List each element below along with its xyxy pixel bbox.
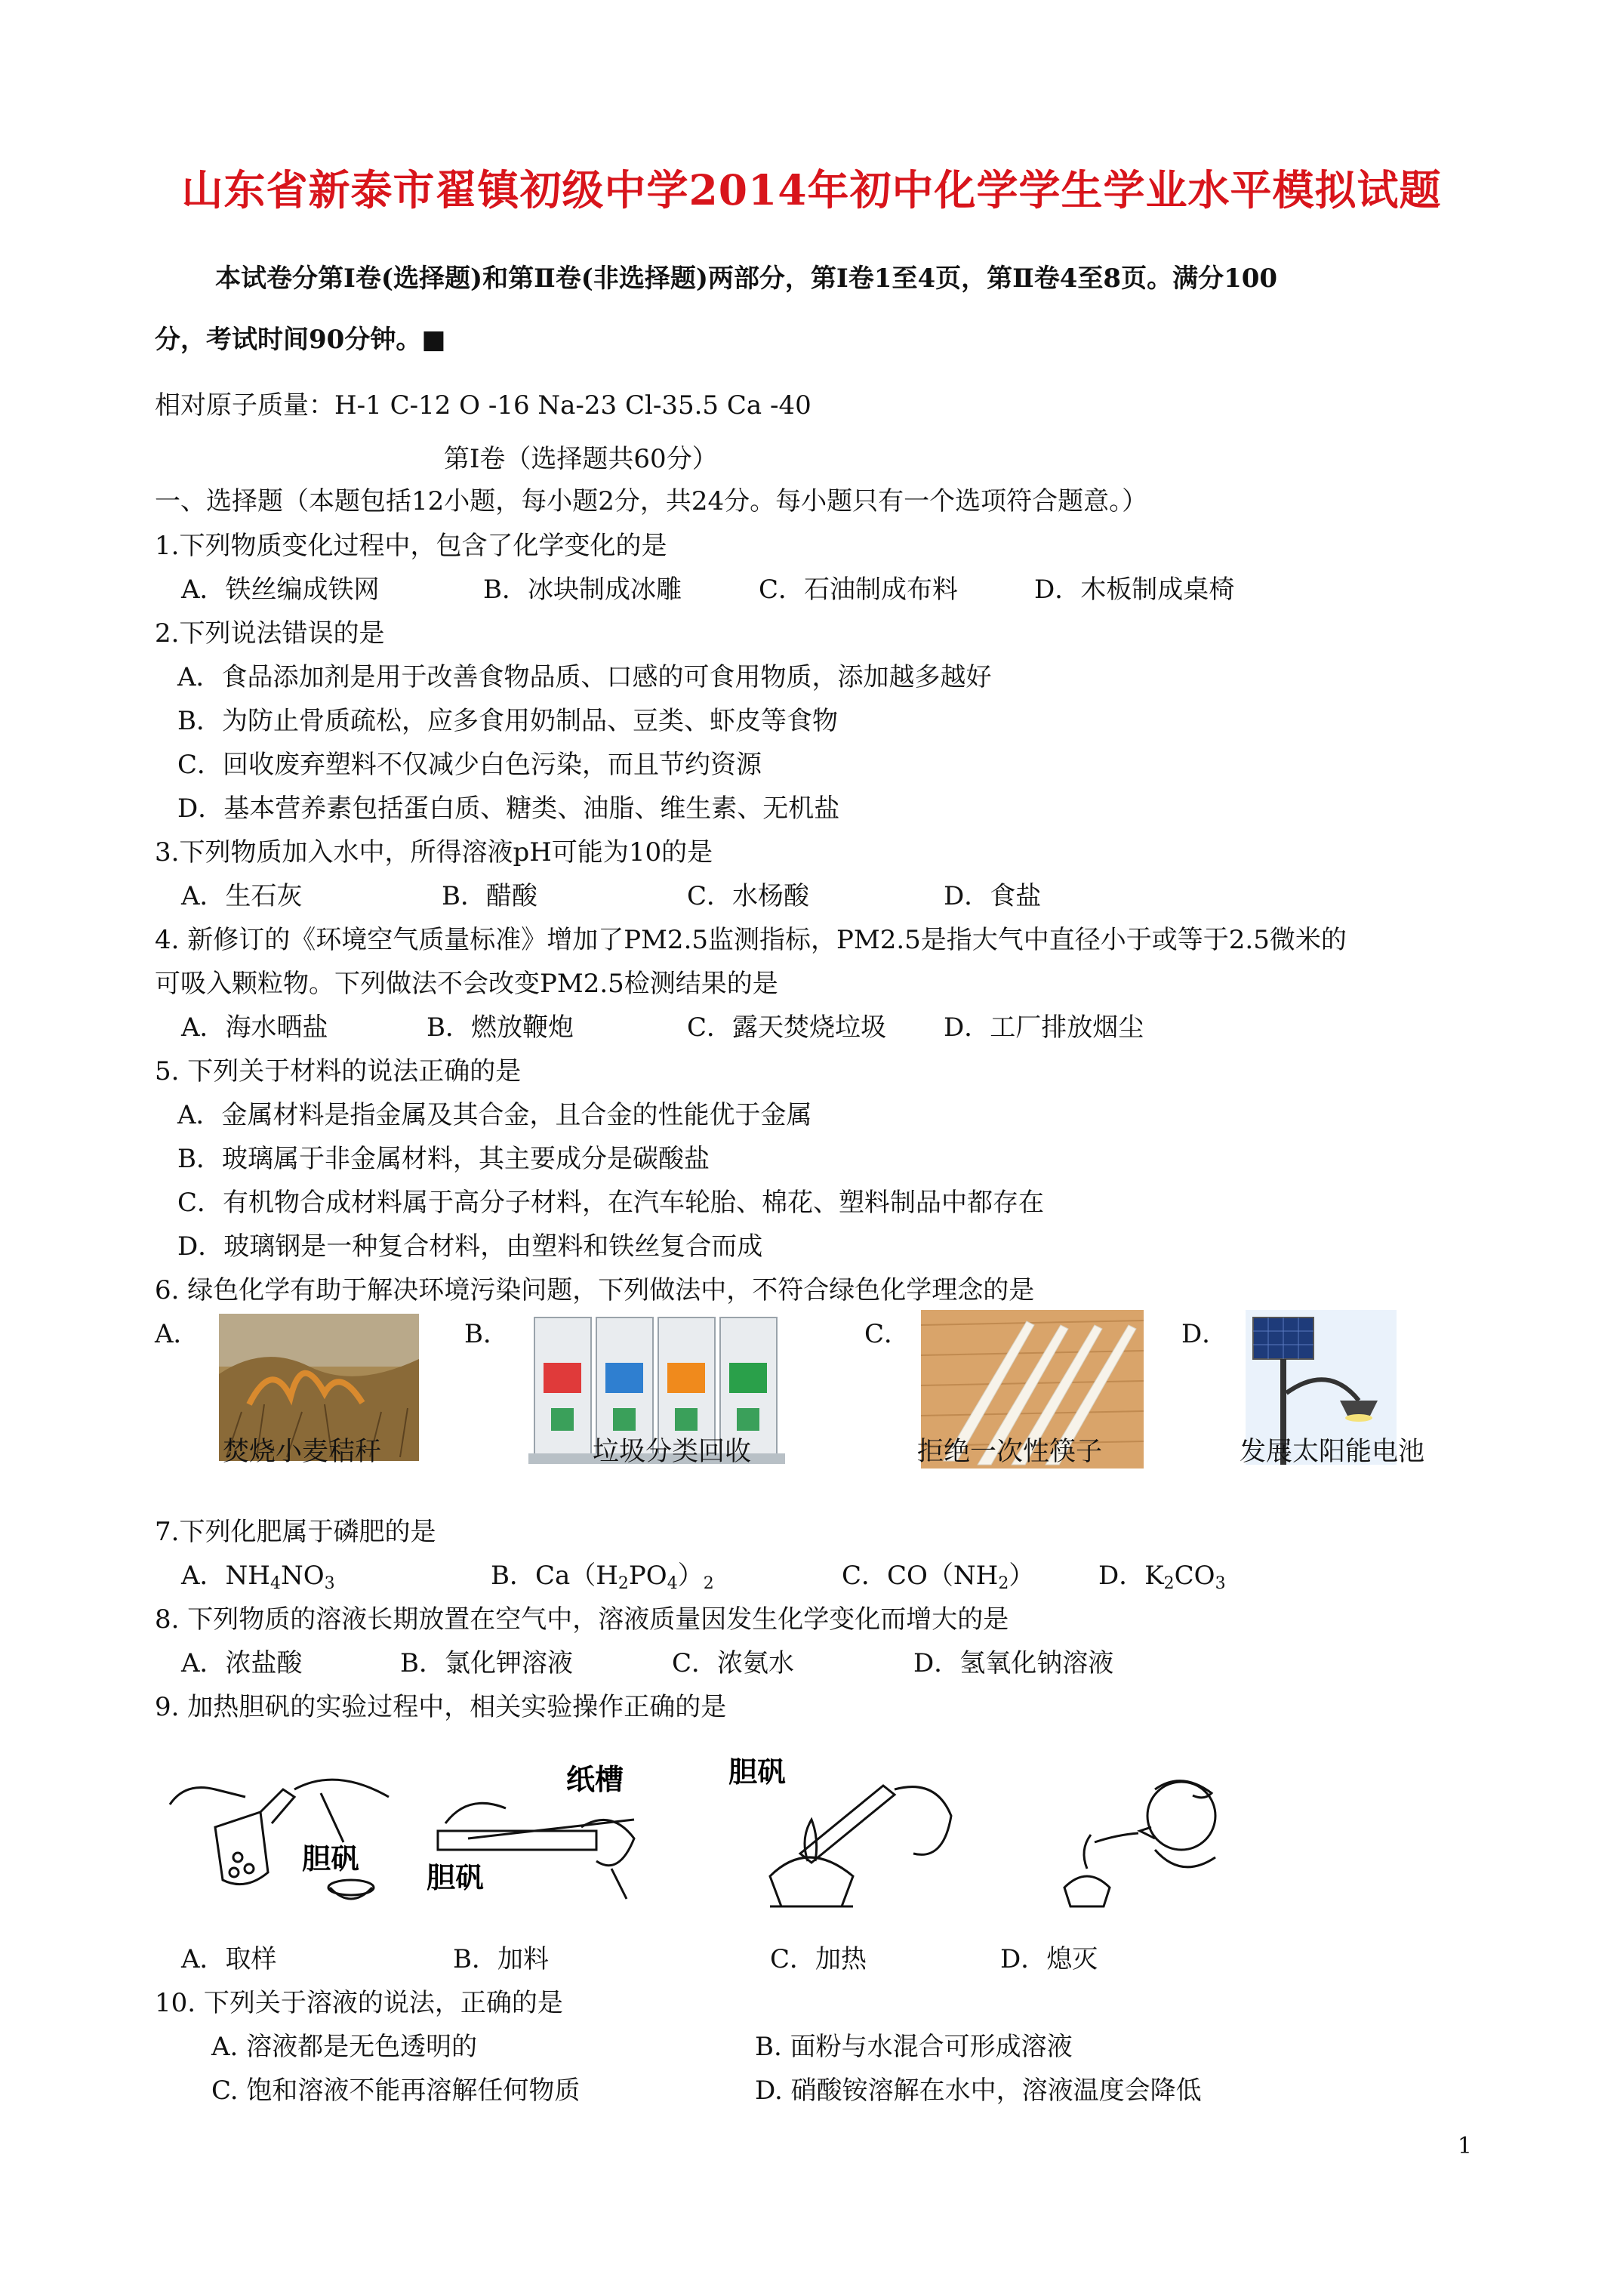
q7-b-text-1: B．Ca（H (491, 1561, 618, 1591)
q7-b-sub-2: 4 (667, 1574, 678, 1593)
q10-stem: 10. 下列关于溶液的说法，正确的是 (155, 1988, 563, 2018)
q3-option-c: C．水杨酸 (687, 881, 810, 911)
q6-label-d: D． (1181, 1319, 1228, 1349)
q3-option-a: A．生石灰 (181, 881, 303, 911)
q6-caption-d: 发展太阳能电池 (1240, 1437, 1425, 1467)
atomic-mass-line: 相对原子质量：H-1 C-12 O -16 Na-23 Cl-35.5 Ca -40 (155, 390, 812, 421)
q6-label-b: B． (464, 1319, 509, 1349)
q3-option-b: B．醋酸 (442, 881, 537, 911)
intro-line-2: 分，考试时间90分钟。■ (155, 325, 446, 355)
q7-c-text-2: ） (1009, 1561, 1035, 1591)
q8-option-d: D．氢氧化钠溶液 (913, 1648, 1114, 1678)
q7-a-text-2: NO (280, 1561, 325, 1591)
q6-caption-b: 垃圾分类回收 (593, 1437, 752, 1467)
q5-option-a: A．金属材料是指金属及其合金，且合金的性能优于金属 (177, 1100, 812, 1130)
q7-option-b (491, 1563, 714, 1592)
q5-option-c: C．有机物合成材料属于高分子材料，在汽车轮胎、棉花、塑料制品中都存在 (177, 1188, 1045, 1218)
q2-option-b: B．为防止骨质疏松，应多食用奶制品、豆类、虾皮等食物 (177, 706, 838, 736)
q9-option-b: B．加料 (453, 1944, 549, 1974)
q6-caption-c: 拒绝一次性筷子 (917, 1437, 1103, 1467)
q1-option-d: D．木板制成桌椅 (1034, 575, 1235, 605)
q6-stem: 6. 绿色化学有助于解决环境污染问题，下列做法中，不符合绿色化学理念的是 (155, 1275, 1035, 1305)
q7-b-text-3: ） (677, 1561, 704, 1591)
q8-option-b: B．氯化钾溶液 (400, 1648, 573, 1678)
q7-c-sub-1: 2 (998, 1574, 1009, 1593)
extinguish-illustration (1049, 1759, 1246, 1910)
q7-a-text-1: A．NH (181, 1561, 270, 1591)
q7-option-a (181, 1563, 335, 1592)
q9-b-image-label-paper: 纸槽 (566, 1763, 624, 1796)
q7-a-sub-2: 3 (324, 1574, 335, 1593)
q7-d-sub-2: 3 (1215, 1574, 1226, 1593)
q7-c-text-1: C．CO（NH (842, 1561, 999, 1591)
q10-option-c: C. 饱和溶液不能再溶解任何物质 (211, 2076, 581, 2106)
q4-option-c: C．露天焚烧垃圾 (687, 1012, 887, 1043)
heating-illustration (725, 1748, 974, 1922)
intro-line-1: 本试卷分第Ⅰ卷(选择题)和第Ⅱ卷(非选择题)两部分，第Ⅰ卷1至4页，第Ⅱ卷4至8页。满分100 (215, 264, 1278, 294)
q2-option-a: A．食品添加剂是用于改善食物品质、口感的可食用物质，添加越多越好 (177, 662, 992, 692)
q9-option-a: A．取样 (181, 1944, 277, 1974)
q1-stem: 1.下列物质变化过程中，包含了化学变化的是 (155, 531, 667, 561)
q3-stem: 3.下列物质加入水中，所得溶液pH可能为10的是 (155, 837, 713, 868)
q9-c-image-label: 胆矾 (728, 1755, 787, 1789)
take-sample-illustration (162, 1759, 411, 1910)
q10-option-b: B. 面粉与水混合可形成溶液 (755, 2032, 1073, 2062)
q8-option-a: A．浓盐酸 (181, 1648, 303, 1678)
q5-stem: 5. 下列关于材料的说法正确的是 (155, 1056, 522, 1086)
q7-option-d (1098, 1563, 1226, 1592)
q9-a-image-label: 胆矾 (302, 1842, 360, 1875)
q7-d-sub-1: 2 (1163, 1574, 1175, 1593)
q7-a-sub-1: 4 (269, 1574, 281, 1593)
q4-stem-line-1: 4. 新修订的《环境空气质量标准》增加了PM2.5监测指标，PM2.5是指大气中直径小于或等于2.5微米的 (155, 925, 1347, 955)
q7-stem: 7.下列化肥属于磷肥的是 (155, 1517, 436, 1547)
q9-stem: 9. 加热胆矾的实验过程中，相关实验操作正确的是 (155, 1692, 727, 1722)
q9-option-c: C．加热 (770, 1944, 867, 1974)
q6-label-a: A． (155, 1319, 199, 1349)
q6-caption-a: 焚烧小麦秸秆 (223, 1437, 382, 1467)
q1-option-a: A．铁丝编成铁网 (181, 575, 380, 605)
q7-d-text-2: CO (1174, 1561, 1215, 1591)
q2-option-c: C．回收废弃塑料不仅减少白色污染，而且节约资源 (177, 750, 762, 780)
q7-option-c (842, 1563, 1034, 1592)
q2-option-d: D．基本营养素包括蛋白质、糖类、油脂、维生素、无机盐 (177, 794, 840, 824)
q5-option-d: D．玻璃钢是一种复合材料，由塑料和铁丝复合而成 (177, 1231, 763, 1262)
add-material-illustration (423, 1748, 649, 1906)
page-number: 1 (1457, 2133, 1472, 2159)
q5-option-b: B．玻璃属于非金属材料，其主要成分是碳酸盐 (177, 1144, 710, 1174)
q9-b-image-label-sample: 胆矾 (427, 1861, 485, 1894)
q7-b-text-2: PO (628, 1561, 667, 1591)
q10-option-d: D. 硝酸铵溶解在水中，溶液温度会降低 (755, 2076, 1202, 2106)
q4-option-a: A．海水晒盐 (181, 1012, 328, 1043)
q1-option-b: B．冰块制成冰雕 (483, 575, 682, 605)
page-title: 山东省新泰市翟镇初级中学2014年初中化学学生学业水平模拟试题 (181, 165, 1442, 214)
q4-stem-line-2: 可吸入颗粒物。下列做法不会改变PM2.5检测结果的是 (155, 969, 778, 999)
q8-option-c: C．浓氨水 (672, 1648, 795, 1678)
q4-option-b: B．燃放鞭炮 (427, 1012, 574, 1043)
q10-option-a: A. 溶液都是无色透明的 (211, 2032, 478, 2062)
q1-option-c: C．石油制成布料 (759, 575, 959, 605)
section1-heading: 一、选择题（本题包括12小题，每小题2分，共24分。每小题只有一个选项符合题意。） (155, 486, 1148, 516)
q4-option-d: D．工厂排放烟尘 (944, 1012, 1144, 1043)
q7-b-sub-1: 2 (617, 1574, 629, 1593)
q7-d-text-1: D．K (1098, 1561, 1164, 1591)
q2-stem: 2.下列说法错误的是 (155, 618, 385, 649)
q8-stem: 8. 下列物质的溶液长期放置在空气中，溶液质量因发生化学变化而增大的是 (155, 1604, 1009, 1635)
part1-header: 第Ⅰ卷（选择题共60分） (444, 444, 718, 474)
q3-option-d: D．食盐 (944, 881, 1042, 911)
q7-b-sub-3: 2 (703, 1574, 714, 1593)
q6-label-c: C． (864, 1319, 910, 1349)
q9-option-d: D．熄灭 (1000, 1944, 1098, 1974)
